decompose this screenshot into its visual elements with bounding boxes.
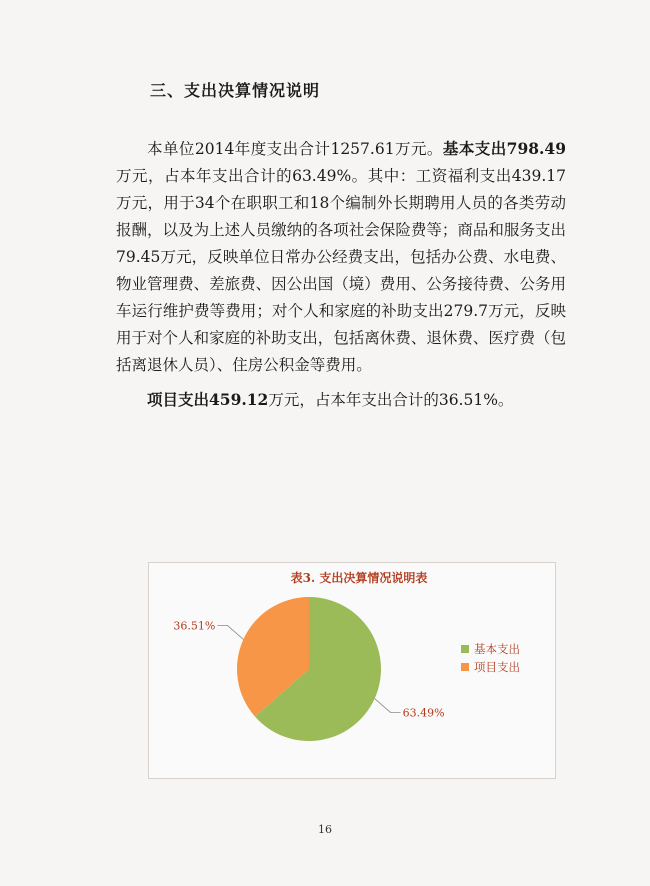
project-expenditure-amount: 项目支出459.12 [147,390,269,409]
section-heading: 三、支出决算情况说明 [150,81,321,100]
body-text [116,135,566,414]
callout-line-2 [217,625,243,639]
pie-chart-svg [149,563,555,778]
chart-legend [461,642,520,674]
callout-line-1 [375,699,401,713]
legend-swatch-2 [461,663,469,671]
paragraph-basic-expenditure [116,135,566,379]
legend-label-1: 基本支出 [474,642,520,656]
pie-chart [148,562,556,779]
total-expenditure-text: 本单位2014年度支出合计1257.61万元。 [147,140,443,158]
project-expenditure-detail: 万元，占本年支出合计的36.51%。 [268,391,514,409]
basic-expenditure-detail: 万元，占本年支出合计的63.49%。其中：工资福利支出439.17万元，用于34个在职职工和18个编制外长期聘用人员的各类劳动报酬，以及为上述人员缴纳的各项社会保险费等；商品和服务支出79.45万元，反映单位日常办公经费支出，包括办公费、水电费、物业管理费、差旅费、因公出国（境）费用、公务接待费、公务用车运行维护费等费用；对个人和家庭的补助支出279.7万元，反映用于对个人和家庭的补助支出，包括离休费、退休费、医疗费（包括离退休人员）、住房公积金等费用。 [116,167,566,374]
data-label-2: 36.51% [173,619,216,633]
legend-swatch-1 [461,645,469,653]
basic-expenditure-amount: 基本支出798.49 [442,139,567,158]
page-number: 16 [318,823,332,836]
chart-title: 表3. 支出决算情况说明表 [290,571,428,585]
paragraph-project-expenditure [116,386,566,414]
pie-slices [237,597,381,741]
data-label-1: 63.49% [402,706,445,720]
legend-label-2: 项目支出 [474,660,520,674]
